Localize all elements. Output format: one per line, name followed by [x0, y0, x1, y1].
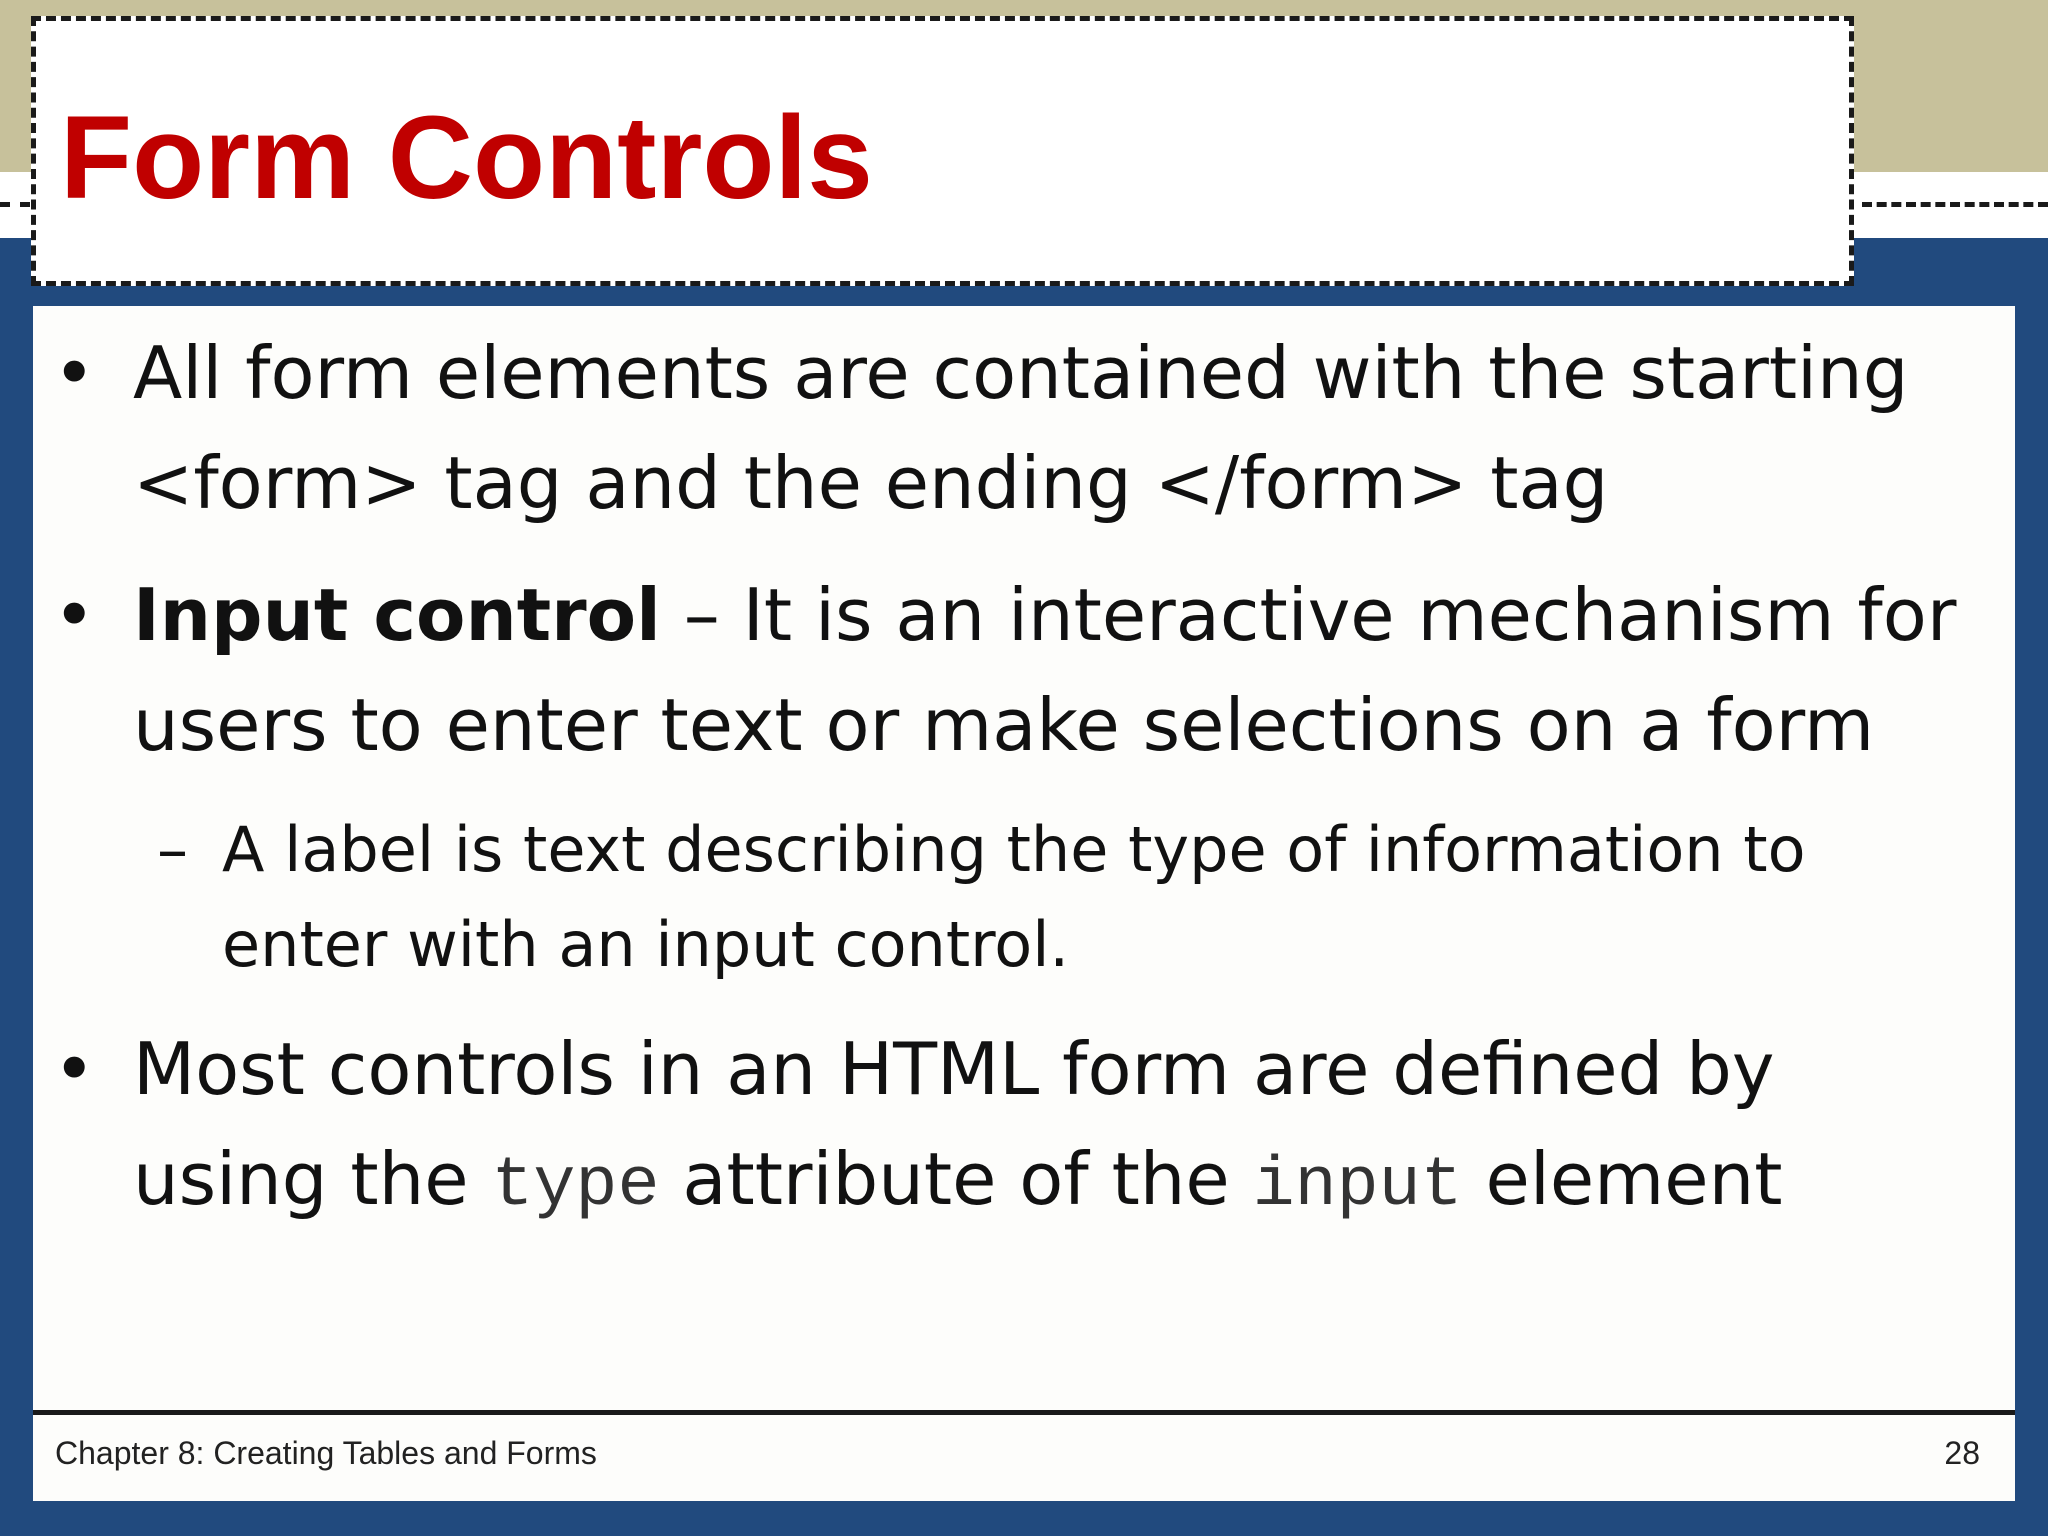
slide-title: Form Controls	[60, 92, 873, 224]
title-box	[31, 16, 1854, 286]
code-input: input	[1252, 1147, 1463, 1226]
bullet-text: – It is an interactive mechanism for users to enter text or make selections on a form	[133, 573, 1957, 767]
sub-bullet-marker: –	[157, 813, 188, 886]
dashed-divider-right	[1862, 202, 2048, 207]
bullet-term: Input control	[133, 573, 661, 657]
footer-divider	[33, 1410, 2015, 1415]
bullet-text: All form elements are contained with the starting <form> tag and the ending </form> tag	[133, 331, 1909, 525]
bullet-marker: •	[53, 573, 96, 657]
bullet-item	[53, 318, 2003, 538]
sub-bullet-text: A label is text describing the type of information to enter with an input control.	[222, 813, 1806, 981]
bullet-text: element	[1462, 1137, 1783, 1221]
dashed-divider-left	[0, 202, 30, 207]
bullet-marker: •	[53, 331, 96, 415]
bullet-marker: •	[53, 1027, 96, 1111]
page-number: 28	[1944, 1435, 1980, 1471]
bullet-item	[53, 1014, 2003, 1242]
sub-bullet-item	[53, 802, 2003, 992]
bullet-item	[53, 560, 2003, 780]
bullet-text: attribute of the	[659, 1137, 1253, 1221]
bullet-list	[53, 318, 2003, 1264]
bullet-text: Most controls in an HTML form are defined by using the	[133, 1027, 1775, 1221]
footer-chapter: Chapter 8: Creating Tables and Forms	[55, 1435, 597, 1471]
code-type: type	[491, 1147, 660, 1226]
